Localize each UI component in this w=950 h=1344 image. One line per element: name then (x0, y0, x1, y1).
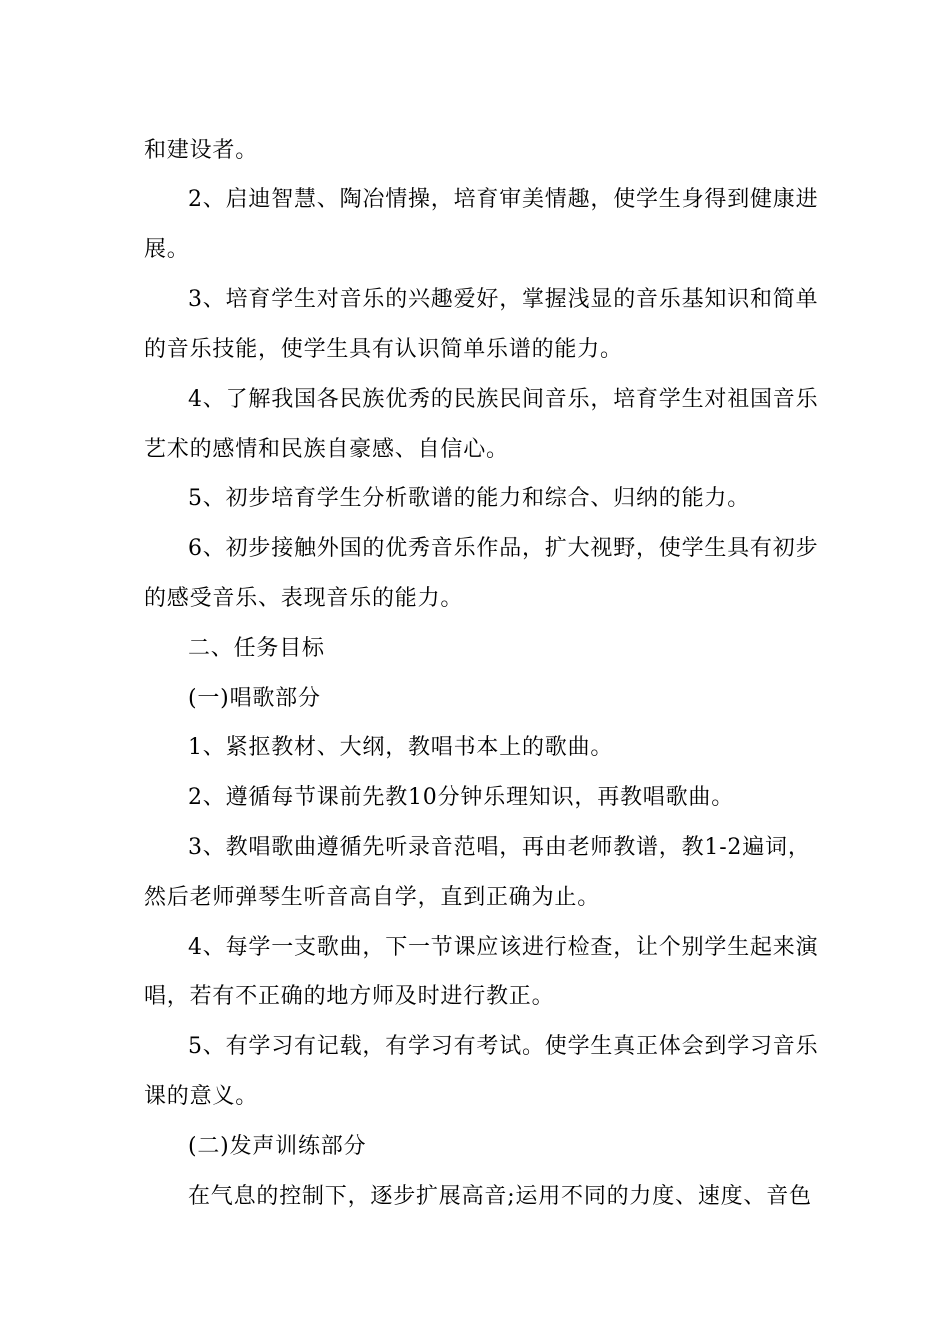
text-line: 2、遵循每节课前先教10分钟乐理知识，再教唱歌曲。 (188, 785, 734, 810)
text-line: 4、每学一支歌曲，下一节课应该进行检查，让个别学生起来演 (188, 935, 819, 960)
text-line: 5、初步培育学生分析歌谱的能力和综合、归纳的能力。 (188, 486, 750, 511)
text-line: 6、初步接触外国的优秀音乐作品，扩大视野，使学生具有初步 (188, 536, 819, 561)
text-line: 和建设者。 (144, 138, 259, 163)
text-line: 5、有学习有记载，有学习有考试。使学生真正体会到学习音乐 (188, 1034, 819, 1059)
section-heading: 二、任务目标 (188, 636, 325, 661)
text-line: 展。 (144, 237, 190, 262)
text-line: 艺术的感情和民族自豪感、自信心。 (144, 437, 509, 462)
text-line: 然后老师弹琴生听音高自学，直到正确为止。 (144, 885, 601, 910)
text-line: 2、启迪智慧、陶冶情操，培育审美情趣，使学生身得到健康进 (188, 187, 819, 212)
text-line: 在气息的控制下，逐步扩展高音;运用不同的力度、速度、音色 (188, 1184, 812, 1209)
text-line: 的感受音乐、表现音乐的能力。 (144, 586, 464, 611)
text-line: 3、教唱歌曲遵循先听录音范唱，再由老师教谱，教1-2遍词， (188, 835, 811, 860)
text-line: 的音乐技能，使学生具有认识简单乐谱的能力。 (144, 337, 623, 362)
text-line: 1、紧抠教材、大纲，教唱书本上的歌曲。 (188, 735, 614, 760)
text-line: 3、培育学生对音乐的兴趣爱好，掌握浅显的音乐基知识和简单 (188, 287, 819, 312)
subsection-heading: (一)唱歌部分 (188, 686, 321, 711)
text-line: 4、了解我国各民族优秀的民族民间音乐，培育学生对祖国音乐 (188, 387, 819, 412)
text-line: 课的意义。 (144, 1084, 259, 1109)
text-line: 唱，若有不正确的地方师及时进行教正。 (144, 984, 555, 1009)
subsection-heading: (二)发声训练部分 (188, 1134, 367, 1159)
